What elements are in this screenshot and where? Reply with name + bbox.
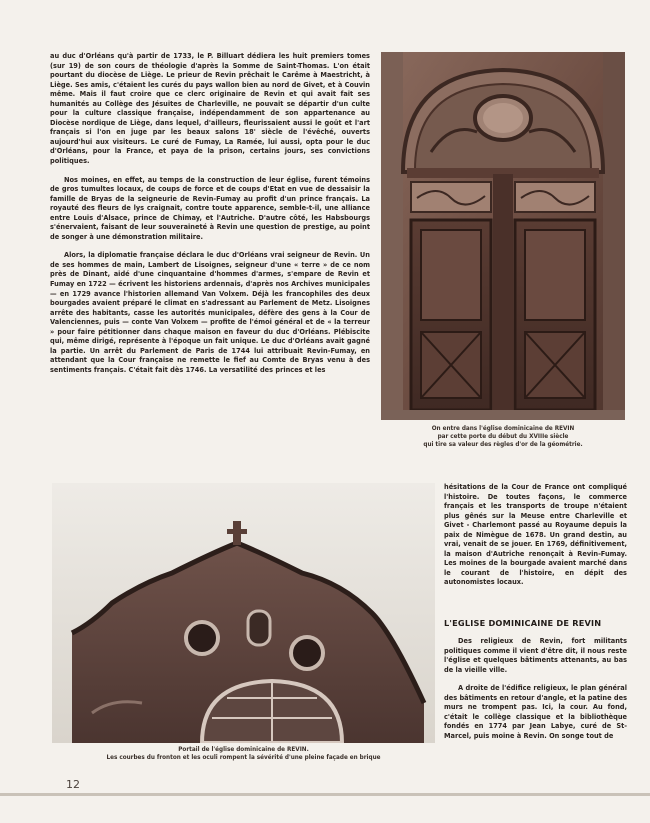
paragraph: Des religieux de Revin, fort militants politiques comme il vient d'être dit, il nous reste l'église et quelques bâtiments attenants, au bas de la vieille ville.: [444, 637, 627, 674]
section-heading: L'EGLISE DOMINICAINE DE REVIN: [444, 618, 602, 628]
paragraph: hésitations de la Cour de France ont compliqué l'histoire. De toutes façons, le commerce français et les transports de troupe n'étaient plus gênés sur la Meuse entre Charleville et Givet - Charlemont passé au Royaume depuis la paix de Nimègue de 1678. Un grand destin, au vrai, venait de se jouer. En 1769, définitivement, la maison d'Autriche renonçait à Revin-Fumay. Les moines de la bourgade avaient marché dans le courant de l'histoire, en dépit des autonomistes locaux.: [444, 483, 627, 587]
door-photo-caption: [381, 425, 625, 449]
paragraph: Nos moines, en effet, au temps de la construction de leur église, furent témoins de gros tumultes locaux, de coups de force et de coups d'Etat en vue de dessaisir la famille de Bryas de la seigneurie de Revin-Fumay au profit d'un prince français. La royauté des fleurs de lys craignait, contre toute apparence, semble-t-il, une alliance entre Louis d'Alsace, prince de Chimay, et l'Autriche. D'autre côté, les Habsbourgs s'énervaient, faisant de leur souveraineté à Revin une question de prestige, au point de songer à une démonstration militaire.: [50, 175, 370, 241]
paragraph: A droite de l'édifice religieux, le plan général des bâtiments en retour d'angle, et la patine des murs ne trompent pas. Ici, la cour. Au fond, c'était le collège classique et la bibliothèque fondés en 1774 par Jean Labye, curé de St-Marcel, puis moine à Revin. On songe tout de: [444, 684, 627, 740]
caption-line: Les courbes du fronton et les oculi rompent la sévérité d'une pleine façade en brique: [106, 755, 381, 761]
caption-line: Portail de l'église dominicaine de REVIN.: [178, 747, 309, 753]
right-text-column-top: [444, 483, 627, 588]
bottom-rule: [0, 793, 650, 796]
caption-line: On entre dans l'église dominicaine de REVIN: [431, 426, 575, 432]
paragraph: Alors, la diplomatie française déclara le duc d'Orléans vrai seigneur de Revin. Un de ses hommes de main, Lambert de Lisoignes, seigneur d'une « terre » de ce nom près de Dinant, aidé d'une cinquantaine d'hommes d'armes, s'empare de Revin et Fumay en 1722 — écrivent les historiens ardennais, d'après nos Archives municipales — en 1729 avance l'historien allemand Van Volxem. Déjà les francophiles des deux bourgades avaient préparé le climat en s'adressant au Parlement de Metz. Lisoignes arrête des habitants, casse les autorités municipales, défère des gens à la Cour de Valenciennes, puis — conte Van Volxem — profite de l'émoi général et de « la terreur » pour faire pétitionner dans chaque maison en faveur du duc d'Orléans. Plébiscite qui, même dirigé, représente à l'époque un fait unique. Le duc d'Orléans avait gagné la partie. Un arrêt du Parlement de Paris de 1744 lui attribuait Revin-Fumay, en attendant que la Cour française ne remette le fief au Comte de Bryas venu à des sentiments français. C'était fait dès 1746. La versatilité des princes et les: [50, 251, 370, 374]
church-facade-photo: [52, 483, 435, 743]
caption-line: qui tire sa valeur des règles d'or de la géométrie.: [423, 442, 583, 448]
paragraph: au duc d'Orléans qu'à partir de 1733, le P. Billuart dédiera les huit premiers tomes (sur 19) de son cours de théologie d'après la Somme de Saint-Thomas. L'on était pourtant du diocèse de Liège. Le prieur de Revin prêchait le Carême à Maestricht, à Liège. Ses amis, c'étaient les curés du pays wallon bien au nord de Givet, et à Couvin même. Mais il faut croire que ce clerc originaire de Revin et qui avait fait ses humanités au Collège des Jésuites de Charleville, ne pouvait se départir d'un culte pour la culture classique française, indépendamment de son appartenance au Diocèse nordique de Liège, dans lequel, d'ailleurs, fleurissaient aussi le goût et l'art français si l'on en juge par les beaux salons 18' siècle de l'évêché, ouverts aujourd'hui aux visiteurs. Le curé de Fumay, La Ramée, lui aussi, opta pour le duc d'Orléans, pour la France, et paya de la prison, certains jours, ses convictions politiques.: [50, 52, 370, 166]
page-number: 12: [66, 778, 80, 791]
left-text-column: [50, 52, 370, 376]
church-door-photo: [381, 52, 625, 420]
right-text-column-bottom: [444, 637, 627, 741]
facade-photo-caption: [52, 746, 435, 762]
caption-line: par cette porte du début du XVIIIe siècle: [437, 434, 569, 440]
